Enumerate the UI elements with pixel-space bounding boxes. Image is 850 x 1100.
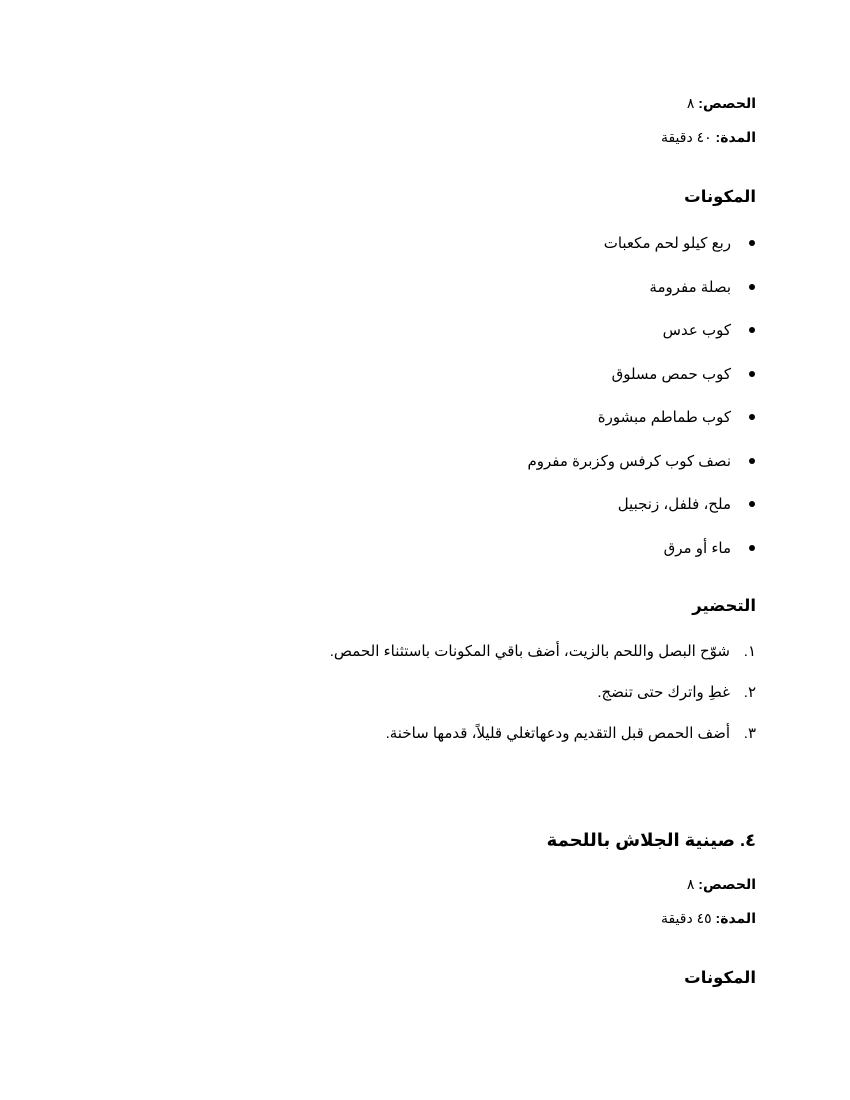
- duration-value: ٤٥ دقيقة: [660, 910, 712, 926]
- ingredient-text: نصف كوب كرفس وكزبرة مفروم: [527, 453, 731, 470]
- ingredient-text: كوب عدس: [662, 322, 731, 339]
- bullet-icon: [749, 458, 755, 464]
- step-number: ٣.: [743, 725, 756, 742]
- duration-line: [661, 129, 756, 146]
- ingredient-item: [527, 452, 756, 470]
- step-number: ٢.: [743, 684, 756, 701]
- duration-line: [661, 910, 756, 927]
- preparation-step: [597, 683, 756, 701]
- ingredients-heading: المكونات: [684, 188, 756, 206]
- preparation-step: [386, 724, 756, 742]
- ingredient-text: ربع كيلو لحم مكعبات: [603, 235, 731, 252]
- ingredient-text: ماء أو مرق: [663, 540, 731, 557]
- recipe-title: ٤. صينية الجلاش باللحمة: [546, 830, 756, 850]
- servings-value: ٨: [686, 876, 695, 892]
- bullet-icon: [749, 327, 755, 333]
- bullet-icon: [749, 414, 755, 420]
- ingredient-item: [612, 365, 756, 383]
- ingredients-heading: المكونات: [684, 969, 756, 987]
- bullet-icon: [749, 501, 755, 507]
- ingredient-item: [598, 408, 756, 426]
- ingredient-item: [604, 234, 756, 252]
- duration-label: المدة:: [715, 910, 756, 926]
- preparation-heading: التحضير: [692, 597, 756, 615]
- servings-label: الحصص:: [698, 95, 756, 111]
- ingredient-item: [663, 321, 756, 339]
- ingredient-item: [618, 495, 756, 513]
- ingredient-item: [664, 539, 756, 557]
- step-text: أضف الحمص قبل التقديم ودعهاتغلي قليلاً، قدمها ساخنة.: [385, 725, 730, 742]
- ingredient-text: كوب طماطم مبشورة: [597, 409, 731, 426]
- step-text: شوّح البصل واللحم بالزيت، أضف باقي المكونات باستثناء الحمص.: [329, 643, 730, 660]
- ingredient-item: [649, 278, 756, 296]
- duration-label: المدة:: [715, 129, 756, 145]
- ingredient-text: بصلة مفرومة: [649, 279, 731, 296]
- bullet-icon: [749, 240, 755, 246]
- bullet-icon: [749, 371, 755, 377]
- ingredient-text: ملح، فلفل، زنجبيل: [617, 496, 731, 513]
- bullet-icon: [749, 545, 755, 551]
- servings-line: [687, 95, 756, 112]
- servings-label: الحصص:: [698, 876, 756, 892]
- step-number: ١.: [743, 643, 756, 660]
- bullet-icon: [749, 284, 755, 290]
- ingredient-text: كوب حمص مسلوق: [611, 366, 731, 383]
- servings-value: ٨: [686, 95, 695, 111]
- servings-line: [687, 876, 756, 893]
- step-text: غطِ واترك حتى تنضج.: [597, 684, 730, 701]
- preparation-step: [330, 642, 756, 660]
- duration-value: ٤٠ دقيقة: [660, 129, 712, 145]
